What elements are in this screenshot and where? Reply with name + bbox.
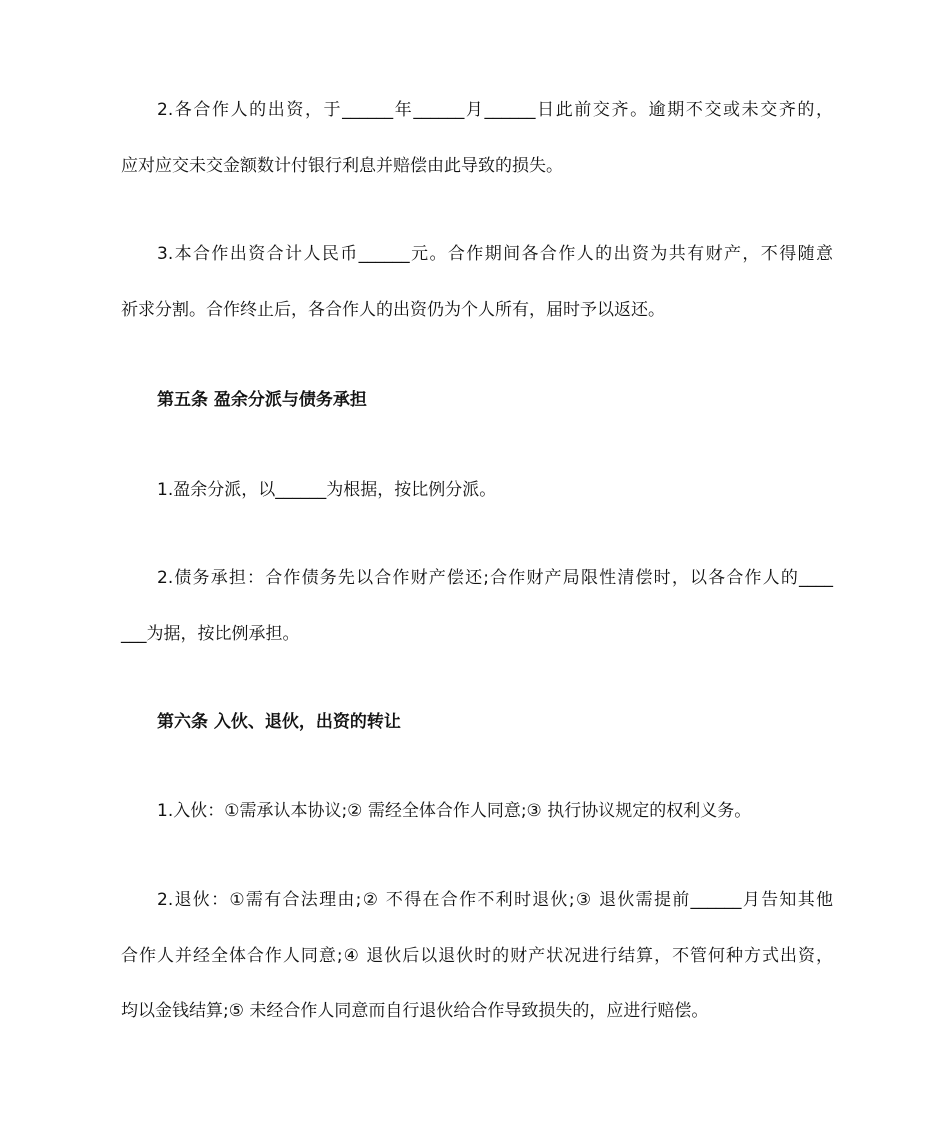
section-heading: 第五条 盈余分派与债务承担 <box>157 390 367 410</box>
paragraph-line: 1.入伙：①需承认本协议;② 需经全体合作人同意;③ 执行协议规定的权利义务。 <box>157 801 752 821</box>
paragraph-line: 2.退伙：①需有合法理由;② 不得在合作不利时退伙;③ 退伙需提前______月告知其他 <box>157 890 833 910</box>
paragraph-line: 1.盈余分派，以______为根据，按比例分派。 <box>157 480 497 500</box>
paragraph-line: 均以金钱结算;⑤ 未经合作人同意而自行退伙给合作导致损失的，应进行赔偿。 <box>121 1001 709 1021</box>
paragraph-line: 3.本合作出资合计人民币______元。合作期间各合作人的出资为共有财产，不得随意 <box>157 244 833 264</box>
paragraph-line: 合作人并经全体合作人同意;④ 退伙后以退伙时的财产状况进行结算，不管何种方式出资， <box>121 946 833 966</box>
paragraph-line: 2.债务承担：合作债务先以合作财产偿还;合作财产局限性清偿时，以各合作人的____ <box>157 568 833 588</box>
paragraph-line: 2.各合作人的出资，于______年______月______日此前交齐。逾期不交或未交齐的， <box>157 100 833 120</box>
paragraph-line: ___为据，按比例承担。 <box>121 624 300 644</box>
paragraph-line: 祈求分割。合作终止后，各合作人的出资仍为个人所有，届时予以返还。 <box>121 300 665 320</box>
section-heading: 第六条 入伙、退伙，出资的转让 <box>157 712 401 732</box>
paragraph-line: 应对应交未交金额数计付银行利息并赔偿由此导致的损失。 <box>121 156 563 176</box>
